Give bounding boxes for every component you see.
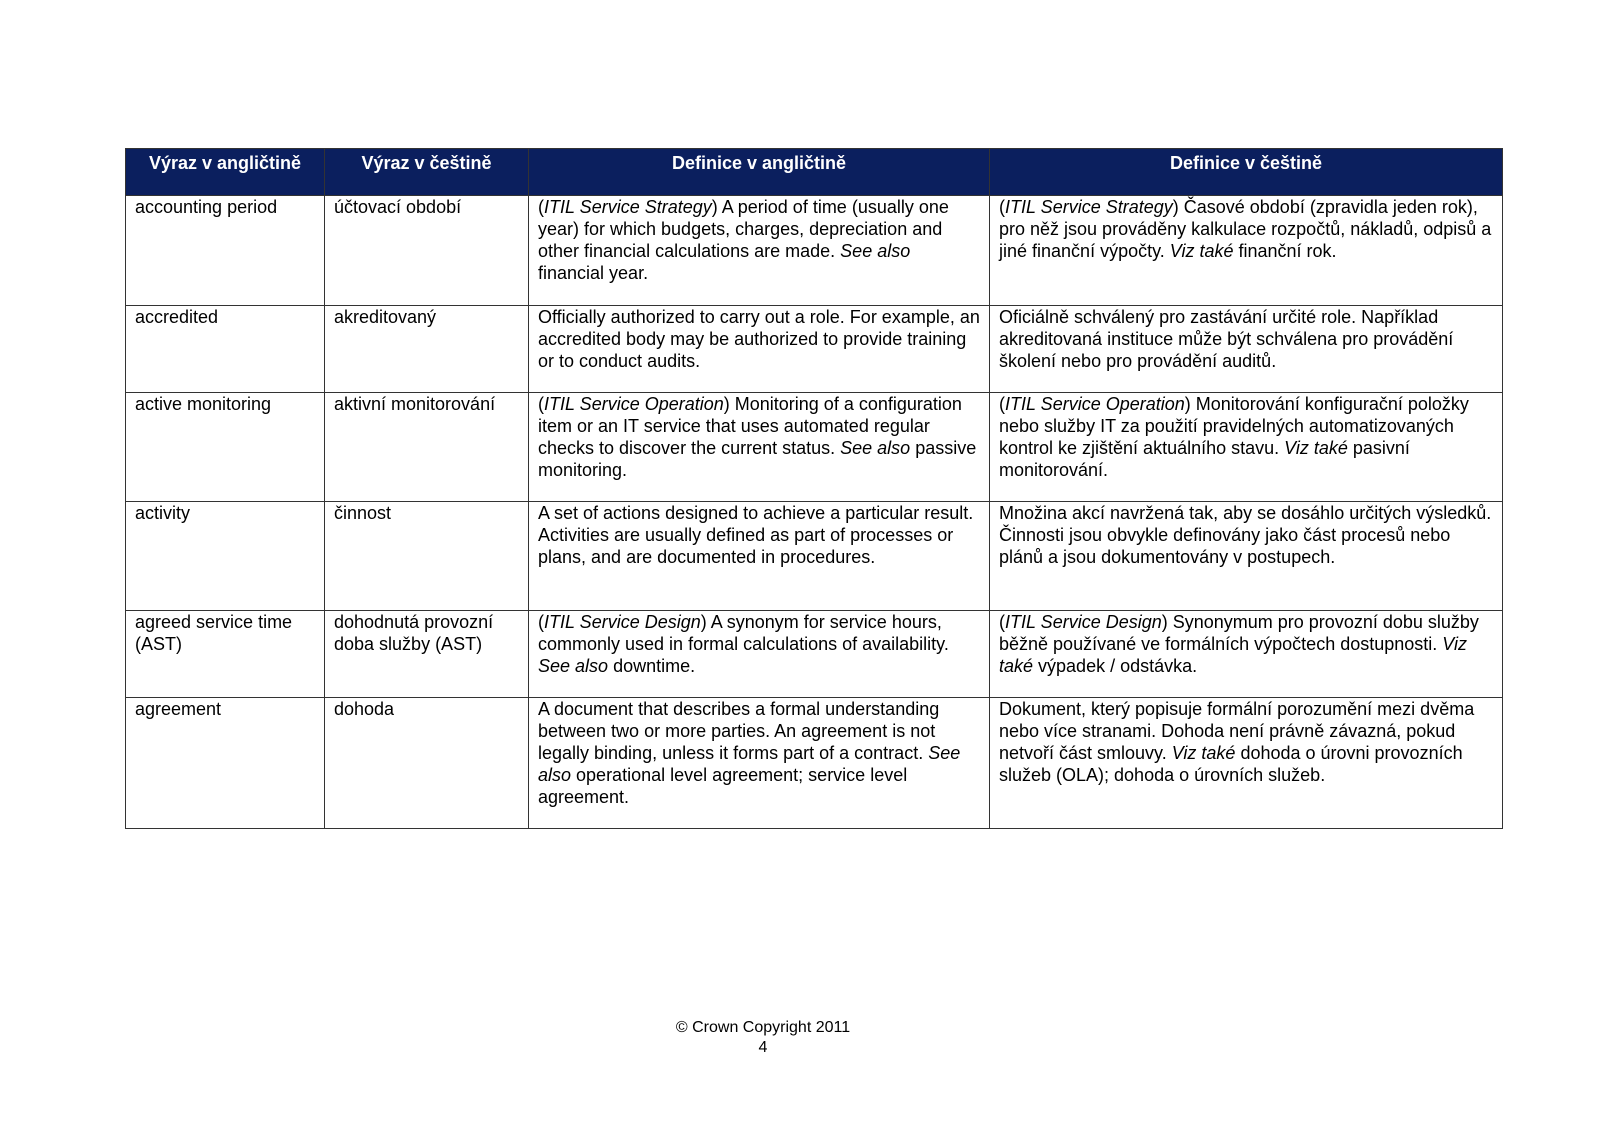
- table-row: [126, 611, 1503, 698]
- english-term-cell: agreed service time (AST): [126, 611, 325, 698]
- text-segment: výpadek / odstávka.: [1033, 656, 1198, 676]
- czech-term-cell: činnost: [325, 502, 529, 611]
- czech-term-cell: aktivní monitorování: [325, 393, 529, 502]
- italic-text-segment: See also: [538, 743, 961, 785]
- english-definition-cell: [529, 306, 990, 393]
- italic-text-segment: ITIL Service Strategy: [1005, 197, 1173, 217]
- czech-definition-cell: [990, 306, 1503, 393]
- table-header-row: [126, 149, 1503, 196]
- text-segment: financial year.: [538, 263, 649, 283]
- english-definition-cell: [529, 698, 990, 829]
- text-segment: (: [999, 612, 1005, 632]
- czech-definition-cell: [990, 611, 1503, 698]
- english-definition-cell: [529, 611, 990, 698]
- text-segment: Dokument, který popisuje formální porozumění mezi dvěma nebo více stranami. Dohoda není právně závazná, pokud netvoří část smlouvy.: [999, 699, 1475, 763]
- text-segment: dohoda o úrovni provozních služeb (OLA); dohoda o úrovních služeb.: [999, 743, 1463, 785]
- text-segment: ) A synonym for service hours, commonly used in formal calculations of availability.: [538, 612, 949, 654]
- english-definition-cell: [529, 196, 990, 306]
- text-segment: ) Časové období (zpravidla jeden rok), pro něž jsou prováděny kalkulace rozpočtů, nákladů, odpisů a jiné finanční výpočty.: [999, 197, 1492, 261]
- english-definition-cell: [529, 502, 990, 611]
- header-czech-definition: Definice v češtině: [990, 149, 1503, 196]
- english-term-cell: agreement: [126, 698, 325, 829]
- text-segment: Množina akcí navržená tak, aby se dosáhlo určitých výsledků. Činnosti jsou obvykle definovány jako část procesů nebo plánů a jsou dokumentovány v postupech.: [999, 503, 1492, 567]
- text-segment: (: [999, 394, 1005, 414]
- italic-text-segment: Viz také: [1169, 241, 1234, 261]
- italic-text-segment: Viz také: [1171, 743, 1236, 763]
- text-segment: ) Monitorování konfigurační položky nebo služby IT za použití pravidelných automatizovaných kontrol ke zjištění aktuálního stavu.: [999, 394, 1469, 458]
- table-row: [126, 393, 1503, 502]
- header-czech-term: Výraz v češtině: [325, 149, 529, 196]
- text-segment: operational level agreement; service level agreement.: [538, 765, 908, 807]
- czech-term-cell: akreditovaný: [325, 306, 529, 393]
- text-segment: A set of actions designed to achieve a particular result. Activities are usually defined as part of processes or plans, and are documented in procedures.: [538, 503, 974, 567]
- english-term-cell: activity: [126, 502, 325, 611]
- table-row: [126, 306, 1503, 393]
- czech-definition-cell: [990, 196, 1503, 306]
- italic-text-segment: Viz také: [999, 634, 1467, 676]
- glossary-table: [125, 148, 1503, 829]
- text-segment: pasivní monitorování.: [999, 438, 1410, 480]
- czech-term-cell: dohoda: [325, 698, 529, 829]
- italic-text-segment: See also: [840, 438, 911, 458]
- text-segment: Oficiálně schválený pro zastávání určité role. Například akreditovaná instituce může být schválena pro provádění školení nebo pro provádění auditů.: [999, 307, 1454, 371]
- english-term-cell: accredited: [126, 306, 325, 393]
- copyright-notice: © Crown Copyright 2011: [675, 1019, 851, 1036]
- table-row: [126, 196, 1503, 306]
- text-segment: A document that describes a formal understanding between two or more parties. An agreement is not legally binding, unless it forms part of a contract.: [538, 699, 940, 763]
- italic-text-segment: ITIL Service Design: [544, 612, 701, 632]
- english-term-cell: accounting period: [126, 196, 325, 306]
- text-segment: downtime.: [608, 656, 696, 676]
- italic-text-segment: ITIL Service Design: [1005, 612, 1162, 632]
- header-english-definition: Definice v angličtině: [529, 149, 990, 196]
- glossary-body: [126, 196, 1503, 829]
- text-segment: (: [538, 394, 544, 414]
- text-segment: ) Monitoring of a configuration item or an IT service that uses automated regular checks to discover the current status.: [538, 394, 962, 458]
- text-segment: (: [999, 197, 1005, 217]
- czech-definition-cell: [990, 393, 1503, 502]
- text-segment: ) A period of time (usually one year) for which budgets, charges, depreciation and other financial calculations are made.: [538, 197, 949, 261]
- czech-term-cell: dohodnutá provozní doba služby (AST): [325, 611, 529, 698]
- english-definition-cell: [529, 393, 990, 502]
- italic-text-segment: See also: [840, 241, 911, 261]
- text-segment: finanční rok.: [1233, 241, 1337, 261]
- text-segment: ) Synonymum pro provozní dobu služby běžně používané ve formálních výpočtech dostupnosti.: [999, 612, 1479, 654]
- czech-definition-cell: [990, 502, 1503, 611]
- text-segment: Officially authorized to carry out a role. For example, an accredited body may be authorized to provide training or to conduct audits.: [538, 307, 980, 371]
- text-segment: passive monitoring.: [538, 438, 977, 480]
- text-segment: (: [538, 197, 544, 217]
- czech-term-cell: účtovací období: [325, 196, 529, 306]
- english-term-cell: active monitoring: [126, 393, 325, 502]
- italic-text-segment: ITIL Service Operation: [544, 394, 724, 414]
- header-english-term: Výraz v angličtině: [126, 149, 325, 196]
- italic-text-segment: Viz také: [1284, 438, 1348, 458]
- italic-text-segment: ITIL Service Strategy: [544, 197, 712, 217]
- italic-text-segment: See also: [538, 656, 609, 676]
- text-segment: (: [538, 612, 544, 632]
- table-row: [126, 698, 1503, 829]
- italic-text-segment: ITIL Service Operation: [1005, 394, 1185, 414]
- page-number: 4: [758, 1039, 768, 1056]
- czech-definition-cell: [990, 698, 1503, 829]
- table-row: [126, 502, 1503, 611]
